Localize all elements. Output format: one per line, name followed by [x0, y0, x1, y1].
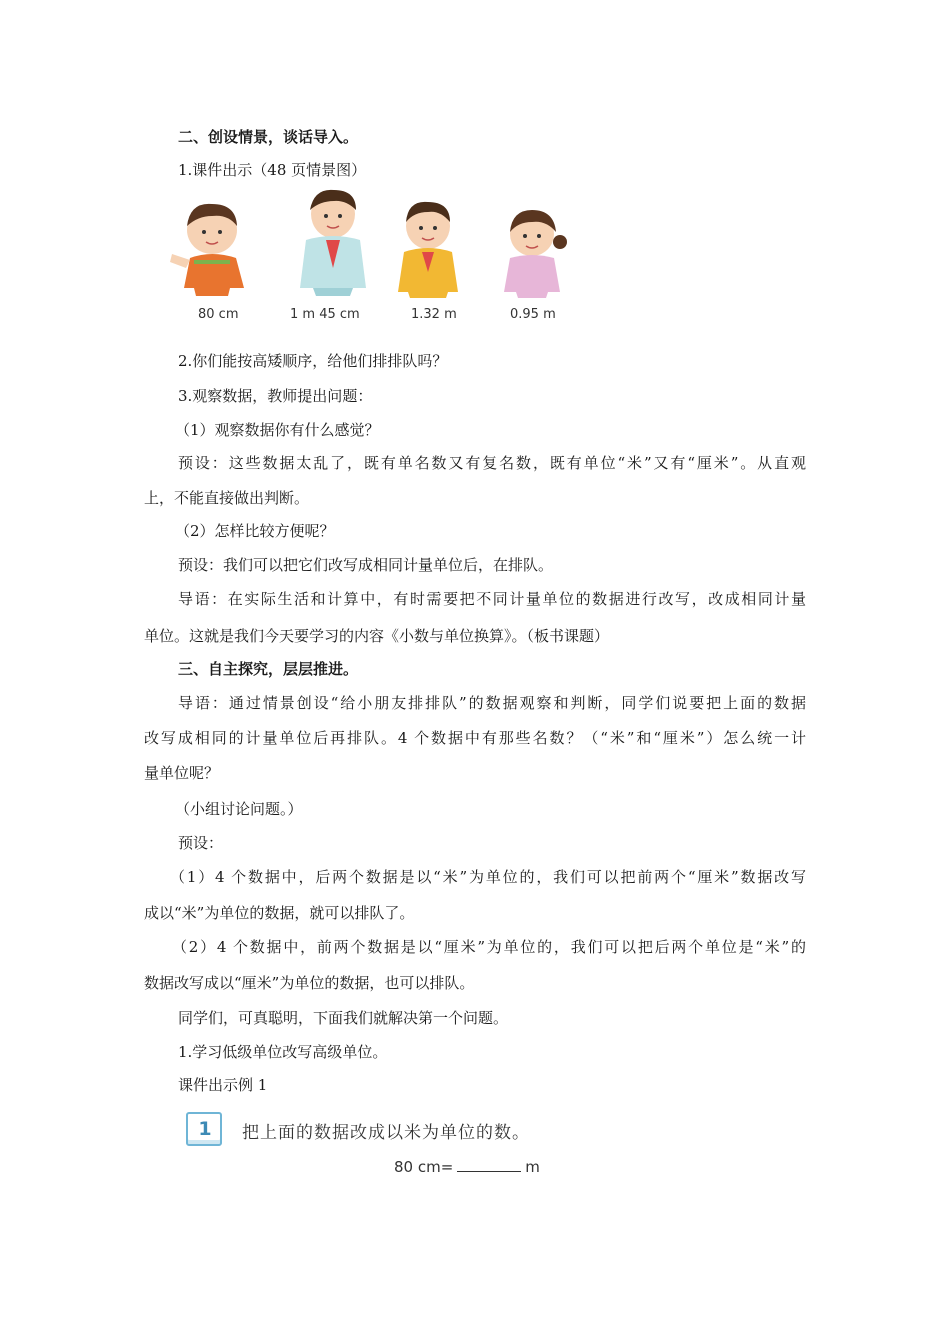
praise: 同学们，可真聪明，下面我们就解决第一个问题。 [178, 1009, 509, 1027]
option-2-line-1: （2）4 个数据中，前两个数据是以“厘米”为单位的，我们可以把后两个单位是“米”的 [172, 938, 806, 956]
child-3-image [398, 202, 458, 298]
guide-line-2: 单位。这就是我们今天要学习的内容《小数与单位换算》。（板书课题） [144, 627, 610, 645]
show-example: 课件出示例 1 [178, 1076, 268, 1094]
answer-blank [457, 1159, 521, 1172]
height-label-2: 1 m 45 cm [290, 307, 360, 322]
option-1-line-1: （1）4 个数据中，后两个数据是以“米”为单位的，我们可以把前两个“厘米”数据改写 [170, 868, 806, 886]
equation-unit: m [525, 1158, 540, 1176]
option-1-line-2: 成以“米”为单位的数据，就可以排队了。 [144, 904, 415, 922]
child-4-image [504, 210, 567, 298]
section-2-heading: 二、创设情景，谈话导入。 [178, 128, 359, 146]
step-1: 1.学习低级单位改写高级单位。 [178, 1043, 388, 1061]
child-1-image [170, 204, 244, 296]
height-label-4: 0.95 m [510, 307, 556, 322]
example-prompt: 把上面的数据改成以米为单位的数。 [242, 1123, 530, 1143]
s3-guide-line-3: 量单位呢？ [144, 764, 220, 782]
example-equation [394, 1158, 540, 1176]
preset-1-line-2: 上，不能直接做出判断。 [144, 489, 310, 507]
example-1-figure [186, 1112, 576, 1184]
section-3-heading: 三、自主探究，层层推进。 [178, 660, 359, 678]
example-number: 1 [198, 1118, 212, 1140]
option-2-line-2: 数据改写成以“厘米”为单位的数据，也可以排队。 [144, 974, 475, 992]
group-discussion: （小组讨论问题。） [175, 800, 303, 818]
paragraph: 1.课件出示（48 页情景图） [178, 161, 367, 179]
question-1: （1）观察数据你有什么感觉？ [175, 421, 380, 439]
equation-left: 80 cm= [394, 1158, 454, 1176]
height-label-1: 80 cm [198, 307, 239, 322]
question-2: （2）怎样比较方便呢？ [175, 522, 335, 540]
children-height-figure [168, 188, 568, 328]
s3-guide-line-1: 导语：通过情景创设“给小朋友排排队”的数据观察和判断，同学们说要把上面的数据 [178, 694, 806, 712]
child-2-image [300, 190, 366, 296]
preset-label: 预设： [178, 834, 224, 852]
guide-line-1: 导语：在实际生活和计算中，有时需要把不同计量单位的数据进行改写，改成相同计量 [178, 590, 806, 608]
paragraph: 3.观察数据，教师提出问题： [178, 387, 373, 405]
paragraph: 2.你们能按高矮顺序，给他们排排队吗？ [178, 352, 448, 370]
s3-guide-line-2: 改写成相同的计量单位后再排队。4 个数据中有那些名数？（“米”和“厘米”）怎么统一计 [144, 729, 806, 747]
preset-2: 预设：我们可以把它们改写成相同计量单位后，在排队。 [178, 556, 554, 574]
height-label-3: 1.32 m [411, 307, 457, 322]
example-number-box [186, 1112, 222, 1146]
preset-1-line-1: 预设：这些数据太乱了，既有单名数又有复名数，既有单位“米”又有“厘米”。从直观 [178, 454, 806, 472]
